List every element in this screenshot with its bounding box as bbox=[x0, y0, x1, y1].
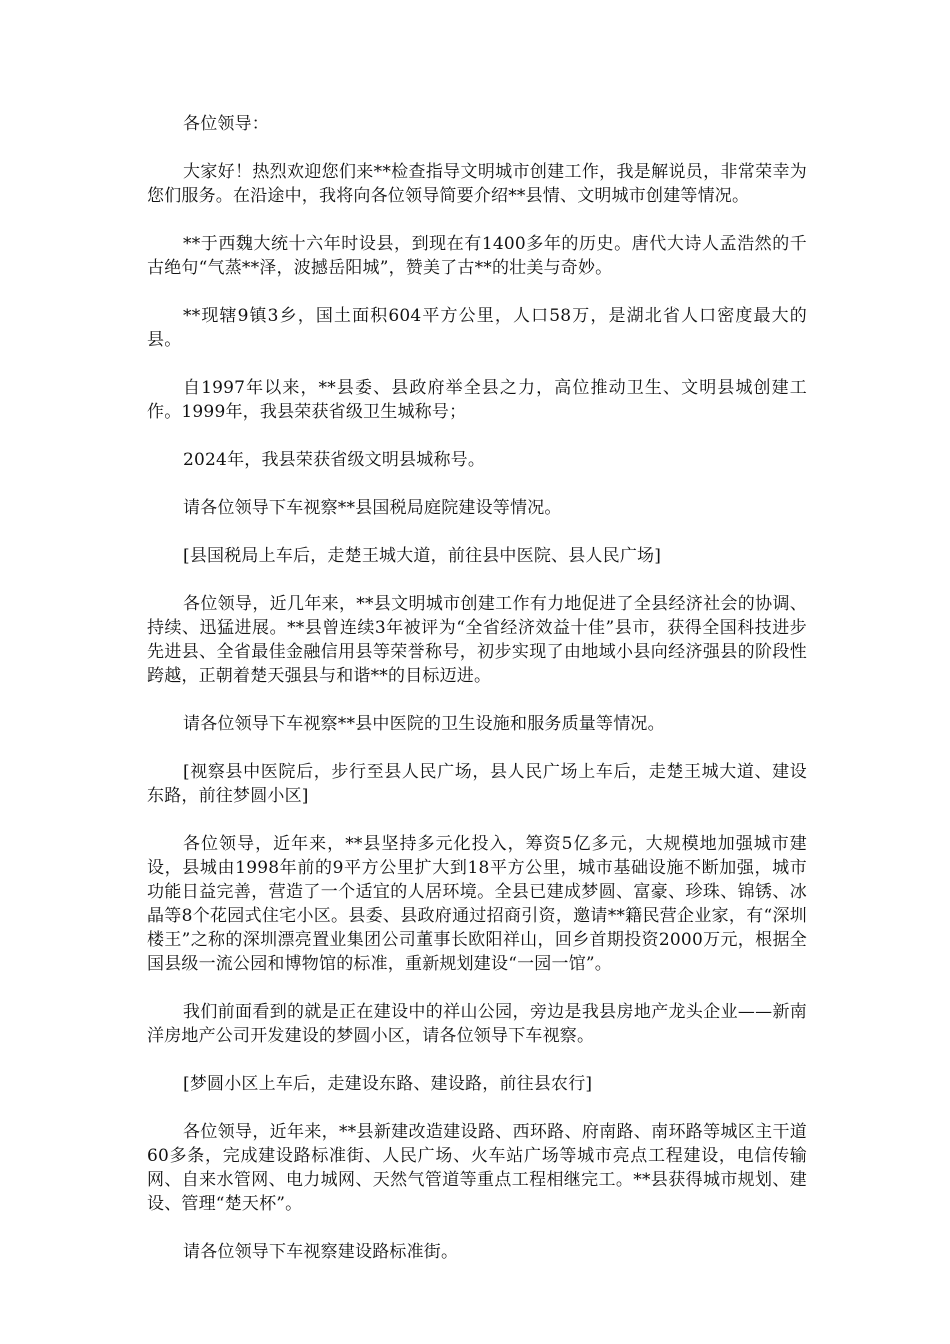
paragraph-welcome: 大家好！热烈欢迎您们来**检查指导文明城市创建工作，我是解说员，非常荣幸为您们服务。在沿途中，我将向各位领导简要介绍**县情、文明城市创建等情况。 bbox=[147, 162, 807, 206]
paragraph-route-note-1: [县国税局上车后，走楚王城大道，前往县中医院、县人民广场] bbox=[183, 546, 662, 566]
paragraph-economy: 各位领导，近几年来，**县文明城市创建工作有力地促进了全县经济社会的协调、持续、迅猛进展。**县曾连续3年被评为“全省经济效益十佳”县市，获得全国科技进步先进县、全省最佳金融信用县等荣誉称号，初步实现了由地域小县向经济强县的阶段性跨越，正朝着楚天强县与和谐**的目标迈进。 bbox=[147, 594, 807, 686]
paragraph-standard-street-visit: 请各位领导下车视察建设路标准街。 bbox=[183, 1242, 459, 1262]
paragraph-history: **于西魏大统十六年时设县，到现在有1400多年的历史。唐代大诗人孟浩然的千古绝句“气蒸**泽，波撼岳阳城”，赞美了古**的壮美与奇妙。 bbox=[147, 234, 807, 278]
paragraph-title-2024: 2024年，我县荣获省级文明县城称号。 bbox=[183, 450, 486, 470]
paragraph-xiangshan-park: 我们前面看到的就是正在建设中的祥山公园，旁边是我县房地产龙头企业——新南洋房地产公司开发建设的梦圆小区，请各位领导下车视察。 bbox=[147, 1002, 807, 1046]
paragraph-greeting: 各位领导： bbox=[183, 114, 269, 134]
paragraph-geography: **现辖9镇3乡，国土面积604平方公里，人口58万，是湖北省人口密度最大的县。 bbox=[147, 306, 807, 350]
paragraph-route-note-2: [视察县中医院后，步行至县人民广场，县人民广场上车后，走楚王城大道、建设东路，前往梦圆小区] bbox=[147, 762, 807, 806]
paragraph-hospital-visit: 请各位领导下车视察**县中医院的卫生设施和服务质量等情况。 bbox=[183, 714, 665, 734]
paragraph-roads: 各位领导，近年来，**县新建改造建设路、西环路、府南路、南环路等城区主干道60多条，完成建设路标准街、人民广场、火车站广场等城市亮点工程建设，电信传输网、自来水管网、电力城网、天然气管道等重点工程相继完工。**县获得城市规划、建设、管理“楚天杯”。 bbox=[147, 1122, 807, 1214]
paragraph-route-note-3: [梦圆小区上车后，走建设东路、建设路，前往县农行] bbox=[183, 1074, 593, 1094]
document-body bbox=[147, 112, 807, 1288]
paragraph-city-construction: 各位领导，近年来，**县坚持多元化投入，筹资5亿多元，大规模地加强城市建设，县城由1998年前的9平方公里扩大到18平方公里，城市基础设施不断加强，城市功能日益完善，营造了一个适宜的人居环境。全县已建成梦圆、富豪、珍珠、锦锈、冰晶等8个花园式住宅小区。县委、县政府通过招商引资，邀请**籍民营企业家，有“深圳楼王”之称的深圳漂亮置业集团公司董事长欧阳祥山，回乡首期投资2000万元，根据全国县级一流公园和博物馆的标准，重新规划建设“一园一馆”。 bbox=[147, 834, 807, 974]
paragraph-creation-work: 自1997年以来，**县委、县政府举全县之力，高位推动卫生、文明县城创建工作。1999年，我县荣获省级卫生城称号； bbox=[147, 378, 807, 422]
paragraph-tax-bureau-visit: 请各位领导下车视察**县国税局庭院建设等情况。 bbox=[183, 498, 562, 518]
